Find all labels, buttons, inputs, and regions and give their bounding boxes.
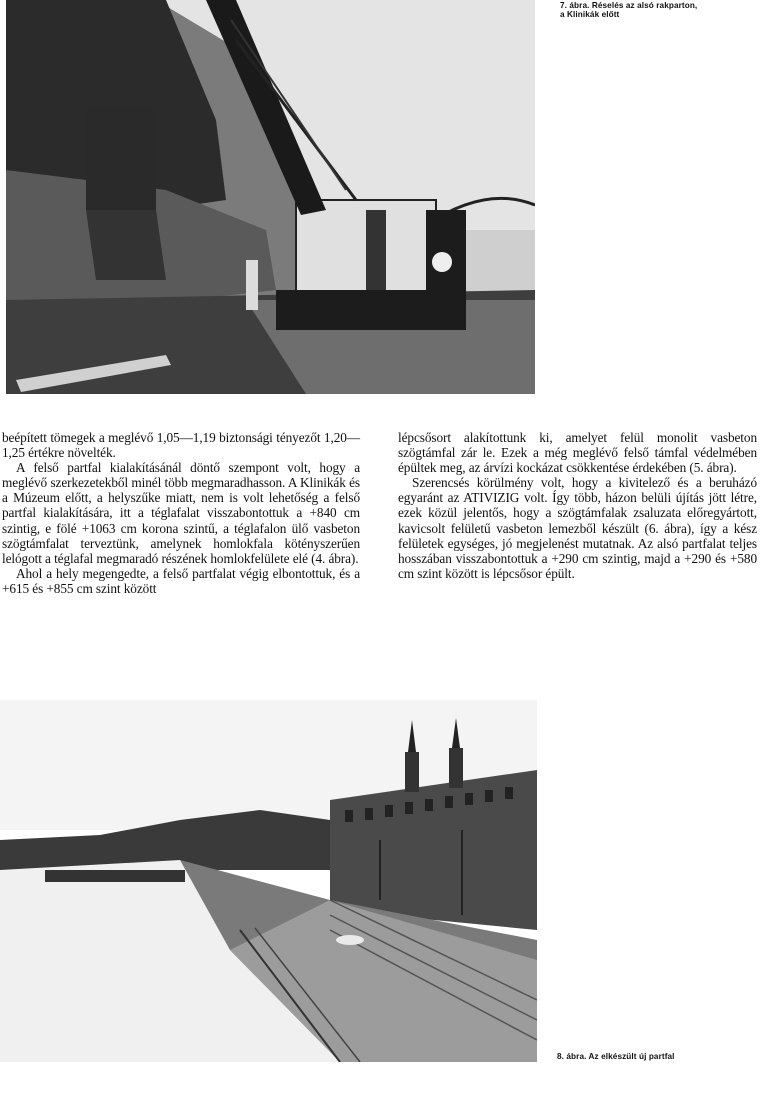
paragraph: beépített tömegek a meglévő 1,05—1,19 biztonsági tényezőt 1,20—1,25 értékre növelték. <box>2 430 360 461</box>
figure-7-photo <box>6 0 535 394</box>
figure-7-caption-line-1: 7. ábra. Réselés az alsó rakparton, <box>560 1 698 10</box>
paragraph: lépcsősort alakítottunk ki, amelyet felül monolit vasbeton szögtámfal zár le. Ezek a még meglévő felső támfal védelmében épültek meg, az árvízi kockázat csökkentése érdekében (5. ábra). <box>398 430 757 476</box>
figure-8-caption: 8. ábra. Az elkészült új partfal <box>557 1052 675 1061</box>
text-column-right <box>398 430 757 581</box>
text-column-left <box>2 430 360 596</box>
paragraph: Szerencsés körülmény volt, hogy a kivitelező és a beruházó egyaránt az ATIVIZIG volt. Így több, házon belüli újítás jött létre, ezek közül jelentős, hogy a szögtámfalak zsaluzata előregyártott, kavicsolt felületű vasbeton lemezből készült (6. ábra), így a kész felületek egységes, jó megjelenést mutatnak. Az alsó partfalat teljes hosszában visszabontottuk a +290 cm szintig, majd a +290 és +580 cm szint között is lépcsősor épült. <box>398 475 757 581</box>
paragraph: Ahol a hely megengedte, a felső partfalat végig elbontottuk, és a +615 és +855 cm szint között <box>2 565 360 596</box>
paragraph: A felső partfal kialakításánál döntő szempont volt, hogy a meglévő szerkezetekből minél több megmaradhasson. A Klinikák és a Múzeum előtt, a helyszűke miatt, nem is volt lehetőség a felső partfal kialakítására, itt a téglafalat visszabontottuk a +840 cm szintig, e fölé +1063 cm korona szintű, a téglafalon ülő vasbeton szögtámfalat terveztünk, amelynek homlokfala kötényszerűen lelógott a téglafal megmaradó részének homlokfelülete elé (4. ábra). <box>2 460 360 566</box>
figure-8-photo <box>0 700 537 1062</box>
figure-7-caption-line-2: a Klinikák előtt <box>560 10 620 19</box>
figure-7-caption <box>560 1 755 19</box>
